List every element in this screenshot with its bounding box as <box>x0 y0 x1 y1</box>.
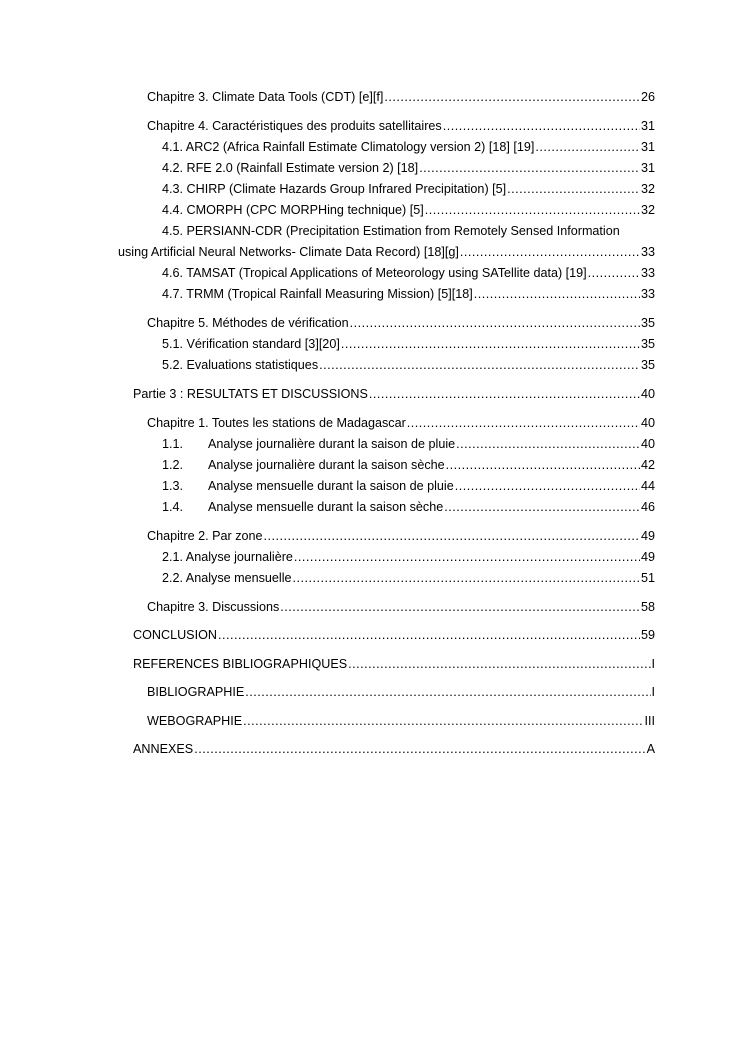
toc-entry-page: I <box>651 685 655 699</box>
toc-entry-page: 40 <box>640 437 655 451</box>
toc-entry-page: 35 <box>640 316 655 330</box>
toc-entry-title: WEBOGRAPHIE <box>147 714 243 728</box>
toc-entry-page: 31 <box>640 161 655 175</box>
toc-entry-title: REFERENCES BIBLIOGRAPHIQUES <box>133 657 348 671</box>
toc-entry-number: 1.4. <box>162 500 184 514</box>
toc-entry-title: Chapitre 4. Caractéristiques des produits satellitaires <box>147 119 442 133</box>
toc-entry-chapitre5[interactable] <box>147 315 655 331</box>
toc-entry-page: 46 <box>640 500 655 514</box>
dot-leader <box>280 599 640 615</box>
dot-leader <box>455 478 640 494</box>
toc-entry-page: 26 <box>640 90 655 104</box>
toc-entry-5-2[interactable] <box>162 357 655 373</box>
toc-entry-1-4[interactable] <box>162 499 655 515</box>
toc-entry-title: BIBLIOGRAPHIE <box>147 685 245 699</box>
toc-entry-number: 1.1. <box>162 437 184 451</box>
toc-entry-4-2[interactable] <box>162 160 655 176</box>
dot-leader <box>535 139 640 155</box>
toc-entry-page: 40 <box>640 387 655 401</box>
dot-leader <box>341 336 640 352</box>
dot-leader <box>407 415 640 431</box>
toc-entry-4-6[interactable] <box>162 265 655 281</box>
toc-entry-conclusion[interactable] <box>133 627 655 643</box>
toc-entry-number: 1.3. <box>162 479 184 493</box>
toc-entry-title: 4.2. RFE 2.0 (Rainfall Estimate version 2) [18] <box>162 161 419 175</box>
toc-entry-number: 1.2. <box>162 458 184 472</box>
toc-entry-title: Analyse journalière durant la saison de pluie <box>208 437 456 451</box>
toc-entry-page: 35 <box>640 358 655 372</box>
toc-entry-title: Chapitre 3. Discussions <box>147 600 280 614</box>
toc-entry-title: 2.2. Analyse mensuelle <box>162 571 292 585</box>
toc-entry-page: 49 <box>640 529 655 543</box>
toc-entry-page: 59 <box>640 628 655 642</box>
toc-entry-title: 4.7. TRMM (Tropical Rainfall Measuring Mission) [5][18] <box>162 287 473 301</box>
toc-entry-title: CONCLUSION <box>133 628 217 642</box>
dot-leader <box>507 181 640 197</box>
toc-entry-annexes[interactable] <box>133 741 655 757</box>
toc-entry-chapitre3-cdt[interactable] <box>147 89 655 105</box>
toc-entry-4-5[interactable] <box>118 244 655 260</box>
toc-entry-page: 33 <box>640 266 655 280</box>
dot-leader <box>369 386 640 402</box>
toc-entry-page: 42 <box>640 458 655 472</box>
dot-leader <box>218 627 640 643</box>
toc-entry-title: 2.1. Analyse journalière <box>162 550 293 564</box>
dot-leader <box>348 656 650 672</box>
toc-entry-chapitre4[interactable] <box>147 118 655 134</box>
dot-leader <box>384 89 640 105</box>
dot-leader <box>444 499 640 515</box>
toc-entry-2-1[interactable] <box>162 549 655 565</box>
toc-entry-4-5-first-line[interactable]: 4.5. PERSIANN-CDR (Precipitation Estimation from Remotely Sensed Information <box>162 224 620 238</box>
toc-entry-4-7[interactable] <box>162 286 655 302</box>
toc-entry-p3-chapitre2[interactable] <box>147 528 655 544</box>
toc-entry-4-3[interactable] <box>162 181 655 197</box>
toc-entry-page: 31 <box>640 140 655 154</box>
toc-entry-partie3[interactable] <box>133 386 655 402</box>
dot-leader <box>443 118 640 134</box>
dot-leader <box>194 741 645 757</box>
toc-entry-title: Chapitre 3. Climate Data Tools (CDT) [e][f] <box>147 90 384 104</box>
toc-entry-page: 49 <box>640 550 655 564</box>
dot-leader <box>319 357 640 373</box>
toc-entry-title: 5.2. Evaluations statistiques <box>162 358 319 372</box>
toc-entry-page: 32 <box>640 203 655 217</box>
dot-leader <box>294 549 640 565</box>
toc-entry-title: ANNEXES <box>133 742 194 756</box>
toc-entry-page: 31 <box>640 119 655 133</box>
toc-entry-1-3[interactable] <box>162 478 655 494</box>
toc-entry-page: 33 <box>640 245 655 259</box>
toc-entry-page: A <box>646 742 655 756</box>
toc-entry-title: Chapitre 5. Méthodes de vérification <box>147 316 349 330</box>
toc-entry-webographie[interactable] <box>147 713 655 729</box>
toc-entry-page: 40 <box>640 416 655 430</box>
toc-entry-title: Chapitre 1. Toutes les stations de Madagascar <box>147 416 406 430</box>
dot-leader <box>588 265 640 281</box>
toc-entry-bibliographie[interactable] <box>147 684 655 700</box>
toc-entry-2-2[interactable] <box>162 570 655 586</box>
toc-entry-title: 4.6. TAMSAT (Tropical Applications of Meteorology using SATellite data) [19] <box>162 266 587 280</box>
toc-entry-page: 58 <box>640 600 655 614</box>
dot-leader <box>245 684 650 700</box>
dot-leader <box>419 160 640 176</box>
dot-leader <box>474 286 640 302</box>
toc-entry-title: Analyse journalière durant la saison sèche <box>208 458 445 472</box>
toc-entry-page: III <box>644 714 655 728</box>
toc-entry-title: Chapitre 2. Par zone <box>147 529 263 543</box>
dot-leader <box>243 713 643 729</box>
toc-entry-page: 44 <box>640 479 655 493</box>
toc-entry-title: 4.3. CHIRP (Climate Hazards Group Infrared Precipitation) [5] <box>162 182 507 196</box>
dot-leader <box>425 202 640 218</box>
toc-entry-title: 4.4. CMORPH (CPC MORPHing technique) [5] <box>162 203 424 217</box>
toc-entry-p3-chapitre1[interactable] <box>147 415 655 431</box>
toc-entry-references[interactable] <box>133 656 655 672</box>
toc-entry-1-1[interactable] <box>162 436 655 452</box>
toc-entry-page: 35 <box>640 337 655 351</box>
toc-entry-title: Analyse mensuelle durant la saison de pluie <box>208 479 454 493</box>
toc-entry-4-1[interactable] <box>162 139 655 155</box>
toc-entry-title: using Artificial Neural Networks- Climate Data Record) [18][g] <box>118 245 459 259</box>
toc-entry-5-1[interactable] <box>162 336 655 352</box>
toc-entry-title: 4.1. ARC2 (Africa Rainfall Estimate Climatology version 2) [18] [19] <box>162 140 535 154</box>
dot-leader <box>264 528 640 544</box>
toc-entry-p3-chapitre3[interactable] <box>147 599 655 615</box>
toc-entry-page: 32 <box>640 182 655 196</box>
toc-entry-title: Partie 3 : RESULTATS ET DISCUSSIONS <box>133 387 368 401</box>
toc-entry-4-4[interactable] <box>162 202 655 218</box>
dot-leader <box>293 570 640 586</box>
toc-entry-1-2[interactable] <box>162 457 655 473</box>
dot-leader <box>456 436 640 452</box>
toc-entry-page: I <box>651 657 655 671</box>
toc-entry-title: Analyse mensuelle durant la saison sèche <box>208 500 444 514</box>
dot-leader <box>350 315 640 331</box>
dot-leader <box>446 457 640 473</box>
toc-entry-page: 33 <box>640 287 655 301</box>
dot-leader <box>460 244 640 260</box>
toc-entry-page: 51 <box>640 571 655 585</box>
toc-entry-title: 5.1. Vérification standard [3][20] <box>162 337 340 351</box>
